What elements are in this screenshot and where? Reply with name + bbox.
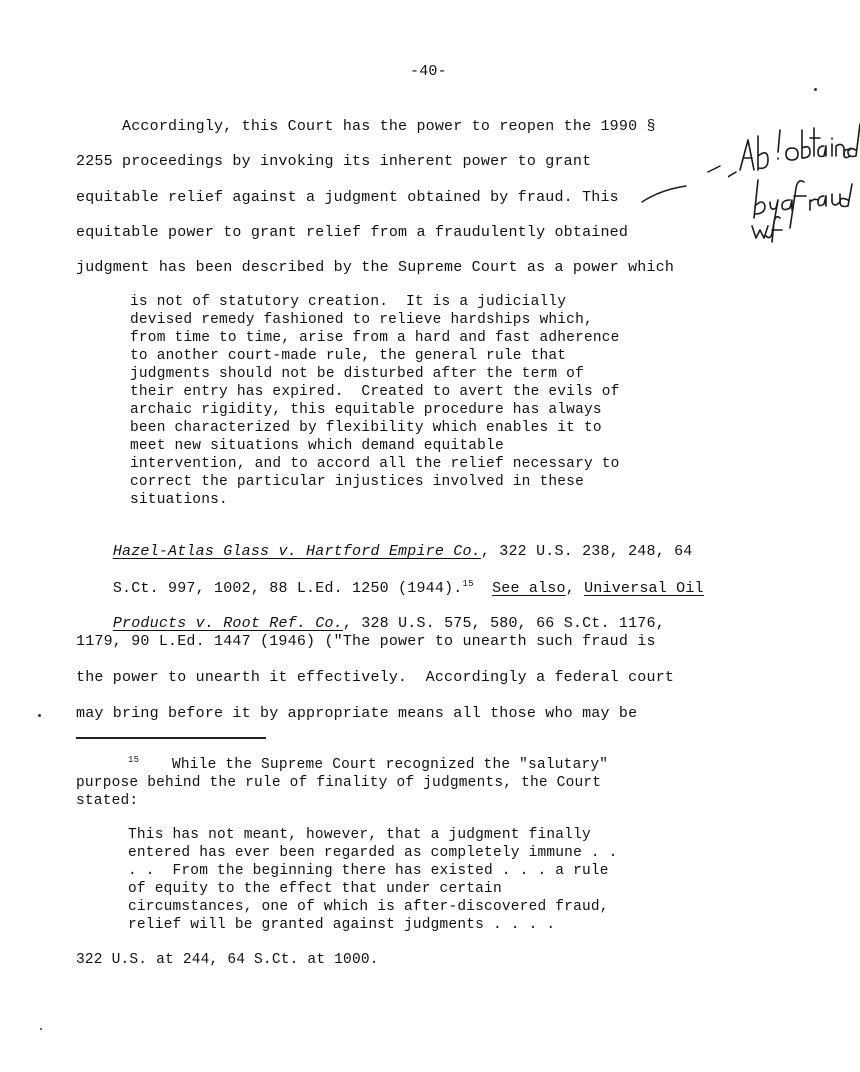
citation-line-6: may bring before it by appropriate means all those who may be [76,705,638,722]
scan-speck [40,1028,42,1030]
scan-speck [38,714,41,717]
block-quote-line-6: their entry has expired. Created to avert the evils of [130,384,620,400]
block-quote-line-1: is not of statutory creation. It is a judicially [130,294,567,310]
footnote-quote-line-1: This has not meant, however, that a judgment finally [128,827,591,843]
handwritten-arrow [640,182,690,206]
footnote-quote-line-5: circumstances, one of which is after-discovered fraud, [128,899,609,915]
block-quote-line-5: judgments should not be disturbed after the term of [130,366,584,382]
footnote-ref: 15 [462,579,474,589]
block-quote-line-8: been characterized by flexibility which enables it to [130,420,602,436]
block-quote-line-4: to another court-made rule, the general rule that [130,348,567,364]
footnote-separator [76,737,266,739]
footnote-quote-line-6: relief will be granted against judgments . . . . [128,917,556,933]
scan-speck [814,88,817,91]
citation-line-2: S.Ct. 997, 1002, 88 L.Ed. 1250 (1944).$^{15}$ See also, Universal Oil [112,579,704,597]
citation-line-5: the power to unearth it effectively. Accordingly a federal court [76,669,675,686]
block-quote-line-3: from time to time, arise from a hard and fast adherence [130,330,620,346]
footnote-quote-line-3: . . From the beginning there has existed . . . a rule [128,863,609,879]
paragraph-line-4: equitable power to grant relief from a fraudulently obtained [76,224,629,241]
footnote-line-2: purpose behind the rule of finality of judgments, the Court [76,775,602,791]
paragraph-line-3: equitable relief against a judgment obtained by fraud. This [76,189,619,206]
footnote-line-1: While the Supreme Court recognized the "salutary" [172,757,609,773]
see-also-signal: See also [492,580,566,597]
paragraph-line-5: judgment has been described by the Supreme Court as a power which [76,259,675,276]
handwritten-tick [706,164,722,174]
citation-reporter-2: S.Ct. 997, 1002, 88 L.Ed. 1250 (1944). [112,580,463,597]
paragraph-line-1: Accordingly, this Court has the power to reopen the 1990 § [76,118,656,135]
footnote-quote-line-4: of equity to the effect that under certain [128,881,502,897]
case-name-products-root: Products v. Root Ref. Co. [112,615,343,632]
case-name-hazel-atlas: Hazel-Atlas Glass v. Hartford Empire Co. [112,543,481,560]
paragraph-line-2: 2255 proceedings by invoking its inherent power to grant [76,153,592,170]
citation-reporter-1: , 322 U.S. 238, 248, 64 [480,543,693,560]
block-quote-line-11: correct the particular injustices involved in these [130,474,584,490]
footnote-line-3: stated: [76,793,139,809]
block-quote-line-9: meet new situations which demand equitable [130,438,504,454]
block-quote-line-7: archaic rigidity, this equitable procedure has always [130,402,602,418]
case-name-universal-oil: Universal Oil [584,580,704,597]
citation-reporter-3: , 328 U.S. 575, 580, 66 S.Ct. 1176, [342,615,665,632]
block-quote-line-12: situations. [130,492,228,508]
page-number: -40- [410,63,447,80]
footnote-cite: 322 U.S. at 244, 64 S.Ct. at 1000. [76,952,379,968]
citation-line-4: 1179, 90 L.Ed. 1447 (1946) ("The power to unearth such fraud is [76,633,656,650]
handwritten-annotation [728,100,860,260]
footnote-number: 15 [128,755,140,765]
footnote-quote-line-2: entered has ever been regarded as completely immune . . [128,845,618,861]
block-quote-line-2: devised remedy fashioned to relieve hardships which, [130,312,593,328]
block-quote-line-10: intervention, and to accord all the relief necessary to [130,456,620,472]
